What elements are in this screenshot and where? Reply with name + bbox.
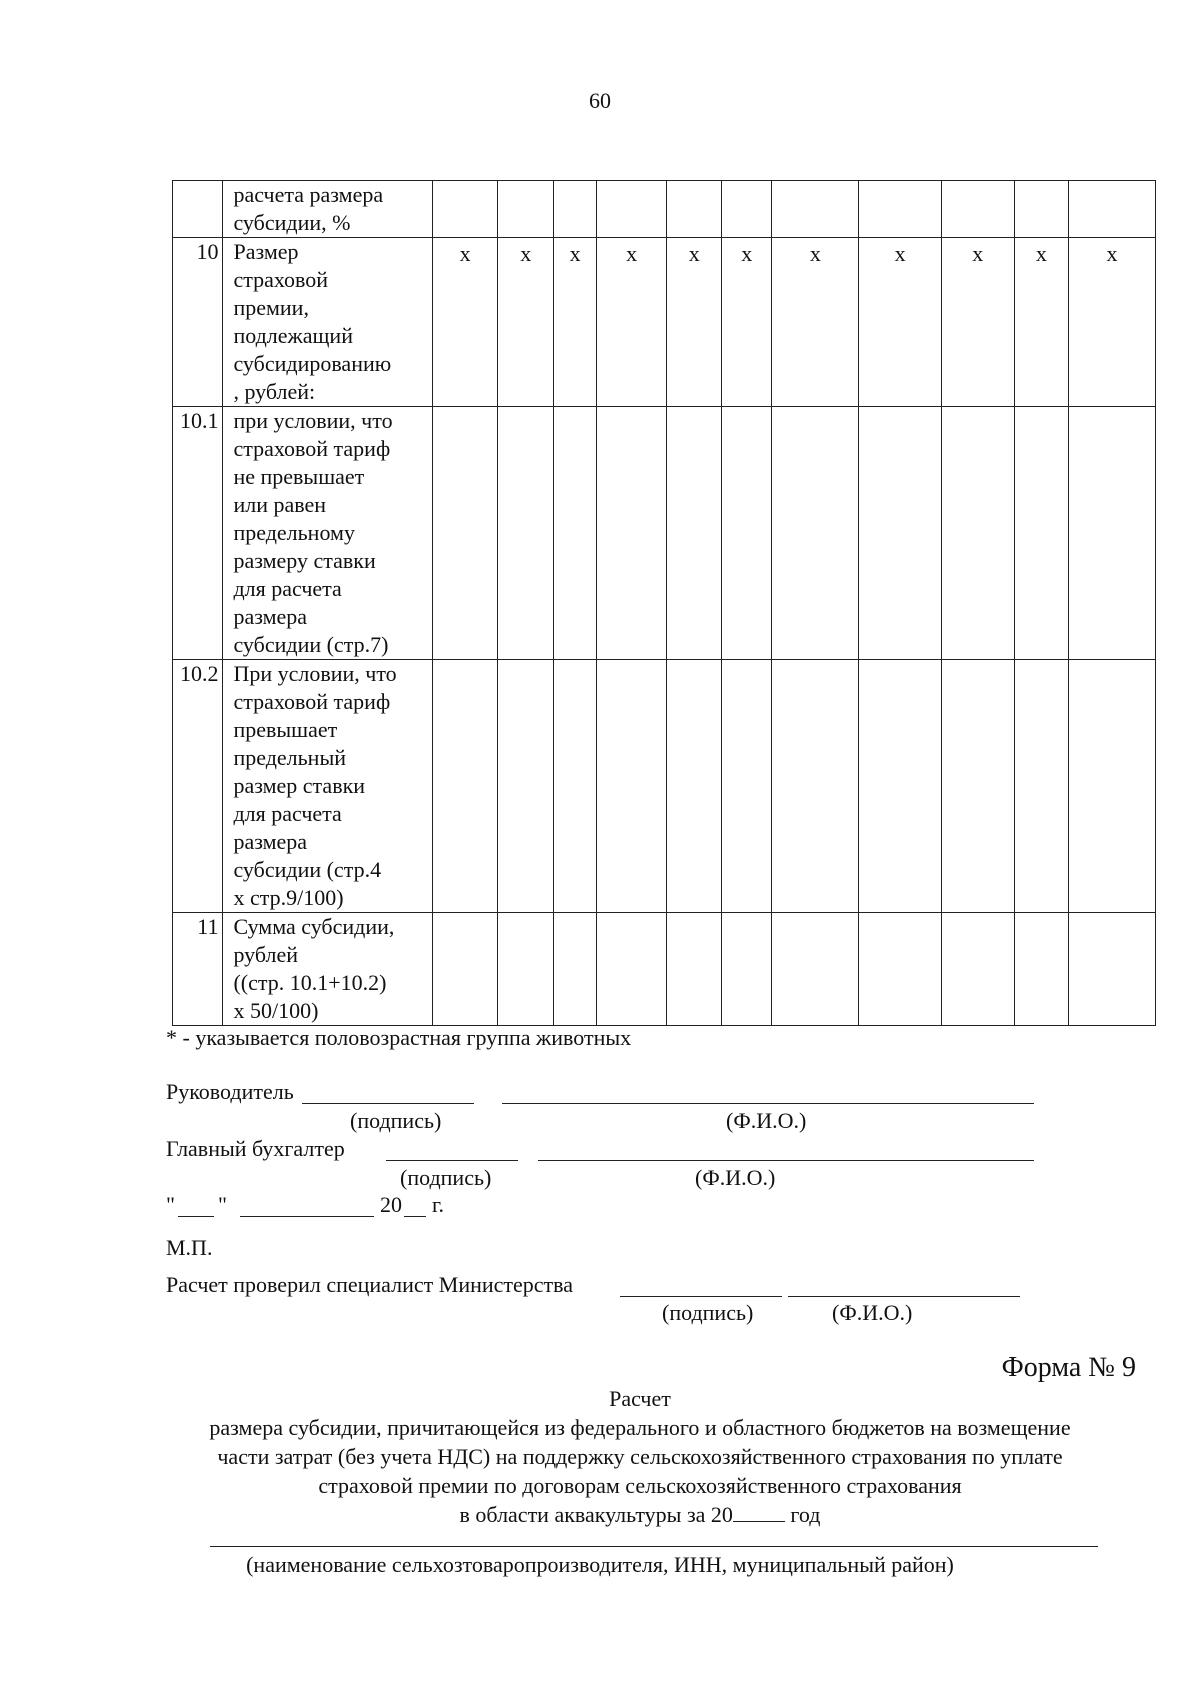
- value-cell: [941, 660, 1014, 913]
- row-number: 10.1: [173, 407, 223, 660]
- row-label: Размер страховой премии, подлежащий субсидированию , рублей:: [223, 238, 433, 407]
- accountant-name-line: [538, 1160, 1034, 1161]
- row-number: 11: [173, 913, 223, 1026]
- value-cell: x: [859, 238, 942, 407]
- table-row: [173, 913, 1156, 1026]
- producer-name-line: [210, 1546, 1098, 1547]
- value-cell: [554, 660, 596, 913]
- value-cell: [1014, 660, 1068, 913]
- table-row: [173, 660, 1156, 913]
- checker-signature-caption: (подпись): [662, 1300, 754, 1325]
- form-year-line: [733, 1521, 785, 1522]
- value-cell: [497, 181, 554, 238]
- form-desc-line-4: [160, 1500, 1120, 1529]
- date-year-prefix: 20: [380, 1192, 402, 1217]
- value-cell: [667, 181, 721, 238]
- value-cell: [941, 913, 1014, 1026]
- accountant-signature-caption: (подпись): [400, 1165, 492, 1190]
- date-suffix: г.: [432, 1192, 445, 1217]
- checker-name-line: [788, 1296, 1020, 1297]
- form-desc-line-1: размера субсидии, причитающейся из федерального и областного бюджетов на возмещение: [209, 1415, 1071, 1440]
- value-cell: x: [667, 238, 721, 407]
- row-label: при условии, что страховой тариф не превышает или равен предельному размеру ставки для расчета размера субсидии (стр.7): [223, 407, 433, 660]
- value-cell: [941, 407, 1014, 660]
- value-cell: [596, 913, 667, 1026]
- form-title: Расчет: [609, 1386, 671, 1411]
- row-label: Сумма субсидии, рублей ((стр. 10.1+10.2) х 50/100): [223, 913, 433, 1026]
- value-cell: [667, 407, 721, 660]
- row-label: При условии, что страховой тариф превышает предельный размер ставки для расчета размера субсидии (стр.4 х стр.9/100): [223, 660, 433, 913]
- value-cell: [772, 913, 859, 1026]
- date-quote-close: ": [218, 1192, 227, 1217]
- value-cell: [433, 181, 498, 238]
- head-signature-caption: (подпись): [350, 1108, 442, 1133]
- head-name-line: [502, 1103, 1034, 1104]
- value-cell: [596, 181, 667, 238]
- form-desc-line-2: части затрат (без учета НДС) на поддержку сельскохозяйственного страхования по уплате: [217, 1444, 1063, 1469]
- value-cell: [772, 660, 859, 913]
- producer-caption: (наименование сельхозтоваропроизводителя, ИНН, муниципальный район): [246, 1552, 954, 1577]
- accountant-name-caption: (Ф.И.О.): [695, 1165, 776, 1190]
- value-cell: [859, 913, 942, 1026]
- value-cell: [772, 407, 859, 660]
- value-cell: x: [941, 238, 1014, 407]
- subsidy-table: [172, 180, 1156, 1026]
- value-cell: [1069, 913, 1156, 1026]
- value-cell: [1069, 660, 1156, 913]
- value-cell: [859, 181, 942, 238]
- stamp-label: М.П.: [166, 1235, 213, 1260]
- value-cell: [667, 913, 721, 1026]
- row-number: 10: [173, 238, 223, 407]
- table-body: [173, 181, 1156, 1026]
- value-cell: x: [596, 238, 667, 407]
- value-cell: x: [497, 238, 554, 407]
- footnote: * - указывается половозрастная группа животных: [166, 1025, 632, 1050]
- value-cell: [554, 181, 596, 238]
- value-cell: [596, 407, 667, 660]
- value-cell: [1014, 913, 1068, 1026]
- value-cell: [1014, 407, 1068, 660]
- date-quote-open: ": [166, 1192, 175, 1217]
- value-cell: [554, 407, 596, 660]
- value-cell: x: [772, 238, 859, 407]
- value-cell: [497, 913, 554, 1026]
- value-cell: [1014, 181, 1068, 238]
- value-cell: [721, 181, 771, 238]
- page-number: 60: [589, 88, 611, 113]
- date-month-line: [240, 1216, 374, 1217]
- value-cell: [596, 660, 667, 913]
- form-desc-line-4-post: год: [790, 1502, 821, 1527]
- form-number: Форма № 9: [1001, 1352, 1136, 1383]
- checker-name-caption: (Ф.И.О.): [832, 1300, 913, 1325]
- head-name-caption: (Ф.И.О.): [726, 1108, 807, 1133]
- value-cell: [497, 407, 554, 660]
- accountant-signature-line: [386, 1160, 518, 1161]
- table-row: [173, 238, 1156, 407]
- value-cell: [859, 407, 942, 660]
- row-number: 10.2: [173, 660, 223, 913]
- value-cell: x: [554, 238, 596, 407]
- value-cell: [433, 913, 498, 1026]
- date-day-line: [178, 1216, 214, 1217]
- value-cell: x: [1069, 238, 1156, 407]
- form-desc-line-4-pre: в области аквакультуры за 20: [459, 1502, 733, 1527]
- value-cell: x: [433, 238, 498, 407]
- table-row: [173, 181, 1156, 238]
- value-cell: [859, 660, 942, 913]
- value-cell: x: [1014, 238, 1068, 407]
- value-cell: [1069, 407, 1156, 660]
- form-desc-line-3: страховой премии по договорам сельскохозяйственного страхования: [318, 1473, 962, 1498]
- value-cell: [721, 660, 771, 913]
- value-cell: [554, 913, 596, 1026]
- date-year-line: [404, 1216, 426, 1217]
- value-cell: [433, 407, 498, 660]
- value-cell: x: [721, 238, 771, 407]
- table-row: [173, 407, 1156, 660]
- value-cell: [772, 181, 859, 238]
- checked-by-label: Расчет проверил специалист Министерства: [166, 1272, 574, 1297]
- head-signature-line: [302, 1103, 474, 1104]
- head-label: Руководитель: [166, 1079, 294, 1104]
- row-label: расчета размера субсидии, %: [223, 181, 433, 238]
- chief-accountant-label: Главный бухгалтер: [166, 1136, 345, 1161]
- value-cell: [721, 407, 771, 660]
- value-cell: [433, 660, 498, 913]
- value-cell: [497, 660, 554, 913]
- value-cell: [667, 660, 721, 913]
- form-title-block: [160, 1384, 1120, 1529]
- value-cell: [1069, 181, 1156, 238]
- row-number: [173, 181, 223, 238]
- value-cell: [941, 181, 1014, 238]
- checker-signature-line: [620, 1296, 782, 1297]
- value-cell: [721, 913, 771, 1026]
